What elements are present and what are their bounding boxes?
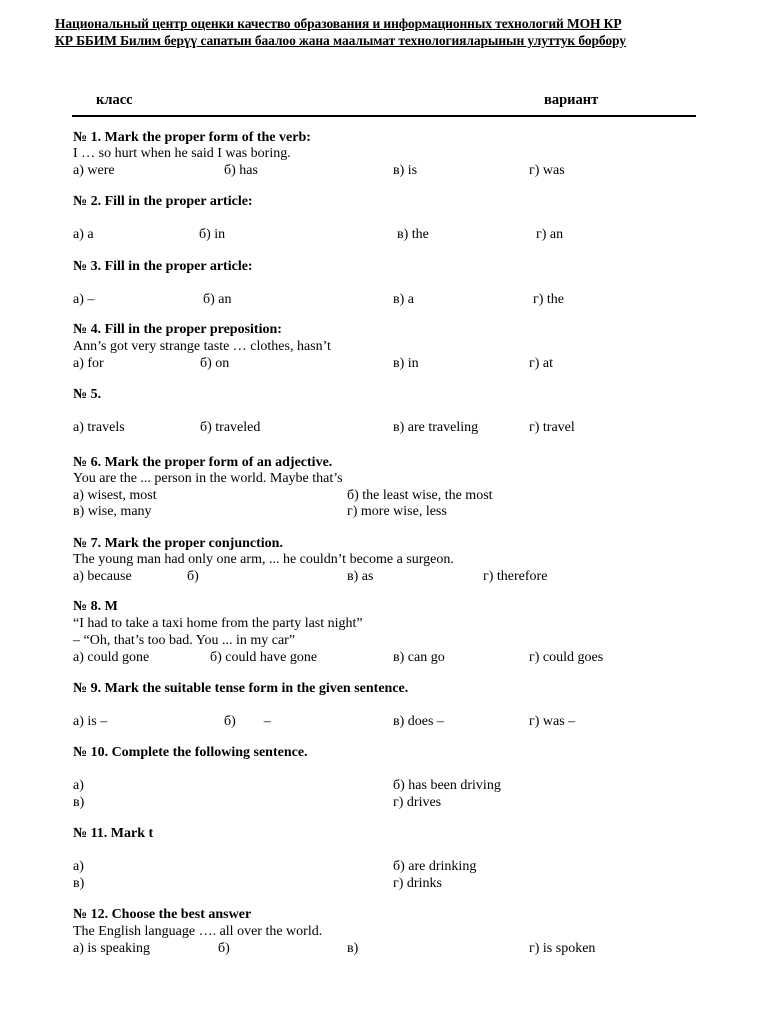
question-9-title: № 9. Mark the suitable tense form in the given sentence. bbox=[73, 681, 409, 696]
question-3-option-b: б) an bbox=[203, 292, 232, 307]
question-7-title: № 7. Mark the proper conjunction. bbox=[73, 536, 283, 551]
question-3-option-d: г) the bbox=[533, 292, 565, 307]
question-12-option-d: г) is spoken bbox=[529, 941, 596, 956]
question-1-option-b: б) has bbox=[224, 163, 258, 178]
question-11-option-d: г) drinks bbox=[393, 876, 442, 891]
question-4-option-b: б) on bbox=[200, 356, 230, 371]
question-11-title: № 11. Mark t bbox=[73, 826, 154, 841]
question-3-option-c: в) a bbox=[393, 292, 414, 307]
variant-label: вариант bbox=[544, 92, 599, 108]
question-4-option-a: а) for bbox=[73, 356, 104, 371]
question-3-option-a: а) – bbox=[73, 292, 95, 307]
question-12-option-a: а) is speaking bbox=[73, 941, 150, 956]
question-2-option-d: г) an bbox=[536, 227, 564, 242]
question-2-title: № 2. Fill in the proper article: bbox=[73, 194, 253, 209]
class-variant-row bbox=[72, 92, 696, 117]
question-8-option-b: б) could have gone bbox=[210, 650, 318, 665]
question-12-text: The English language …. all over the world. bbox=[73, 924, 323, 939]
question-7-option-d: г) therefore bbox=[483, 569, 548, 584]
question-11-option-c: в) bbox=[73, 876, 85, 891]
question-6-option-b: б) the least wise, the most bbox=[347, 488, 493, 503]
question-12-title: № 12. Choose the best answer bbox=[73, 907, 252, 922]
question-1-option-a: а) were bbox=[73, 163, 115, 178]
question-7-option-a: а) because bbox=[73, 569, 132, 584]
question-2-option-a: а) a bbox=[73, 227, 94, 242]
question-5-option-d: г) travel bbox=[529, 420, 575, 435]
question-12-option-c: в) bbox=[347, 941, 359, 956]
question-9-option-d: г) was – bbox=[529, 714, 576, 729]
question-9-option-a: а) is – bbox=[73, 714, 108, 729]
question-8-option-d: г) could goes bbox=[529, 650, 604, 665]
question-8-title: № 8. M bbox=[73, 599, 118, 614]
header-line-2: КР ББИМ Билим берүү сапатын баалоо жана маалымат технологияларынын улуттук борбору bbox=[55, 33, 626, 48]
question-6-title: № 6. Mark the proper form of an adjective. bbox=[73, 455, 333, 470]
question-6-option-c: в) wise, many bbox=[73, 504, 152, 519]
question-8-option-a: а) could gone bbox=[73, 650, 150, 665]
question-4-option-c: в) in bbox=[393, 356, 419, 371]
question-4-title: № 4. Fill in the proper preposition: bbox=[73, 322, 282, 337]
question-8-text: “I had to take a taxi home from the party last night” bbox=[73, 616, 363, 631]
question-6-option-d: г) more wise, less bbox=[347, 504, 447, 519]
question-5-title: № 5. bbox=[73, 387, 102, 402]
class-label: класс bbox=[96, 92, 133, 108]
question-2-option-c: в) the bbox=[397, 227, 429, 242]
question-10-option-b: б) has been driving bbox=[393, 778, 501, 793]
question-1-option-d: г) was bbox=[529, 163, 565, 178]
question-6-option-a: а) wisest, most bbox=[73, 488, 157, 503]
question-8-option-c: в) can go bbox=[393, 650, 445, 665]
question-5-option-b: б) traveled bbox=[200, 420, 261, 435]
question-3-title: № 3. Fill in the proper article: bbox=[73, 259, 253, 274]
question-1-title: № 1. Mark the proper form of the verb: bbox=[73, 130, 311, 145]
question-7-option-c: в) as bbox=[347, 569, 374, 584]
question-8-text-2: – “Oh, that’s too bad. You ... in my car” bbox=[73, 633, 296, 648]
question-5-option-c: в) are traveling bbox=[393, 420, 479, 435]
question-12-option-b: б) bbox=[218, 941, 230, 956]
question-11-option-b: б) are drinking bbox=[393, 859, 477, 874]
question-4-option-d: г) at bbox=[529, 356, 554, 371]
question-7-option-b: б) bbox=[187, 569, 199, 584]
question-4-text: Ann’s got very strange taste … clothes, hasn’t bbox=[73, 339, 331, 354]
question-5-option-a: а) travels bbox=[73, 420, 125, 435]
question-10-option-d: г) drives bbox=[393, 795, 442, 810]
question-9-option-b: б) – bbox=[224, 714, 271, 729]
question-10-option-c: в) bbox=[73, 795, 85, 810]
question-1-option-c: в) is bbox=[393, 163, 418, 178]
question-1-text: I … so hurt when he said I was boring. bbox=[73, 146, 291, 161]
question-10-option-a: а) bbox=[73, 778, 84, 793]
question-2-option-b: б) in bbox=[199, 227, 226, 242]
header-line-1: Национальный центр оценки качество образования и информационных технологий МОН КР bbox=[55, 16, 622, 31]
question-6-text: You are the ... person in the world. Maybe that’s bbox=[73, 471, 343, 486]
question-9-option-c: в) does – bbox=[393, 714, 444, 729]
question-7-text: The young man had only one arm, ... he couldn’t become a surgeon. bbox=[73, 552, 454, 567]
question-11-option-a: а) bbox=[73, 859, 84, 874]
question-10-title: № 10. Complete the following sentence. bbox=[73, 745, 308, 760]
